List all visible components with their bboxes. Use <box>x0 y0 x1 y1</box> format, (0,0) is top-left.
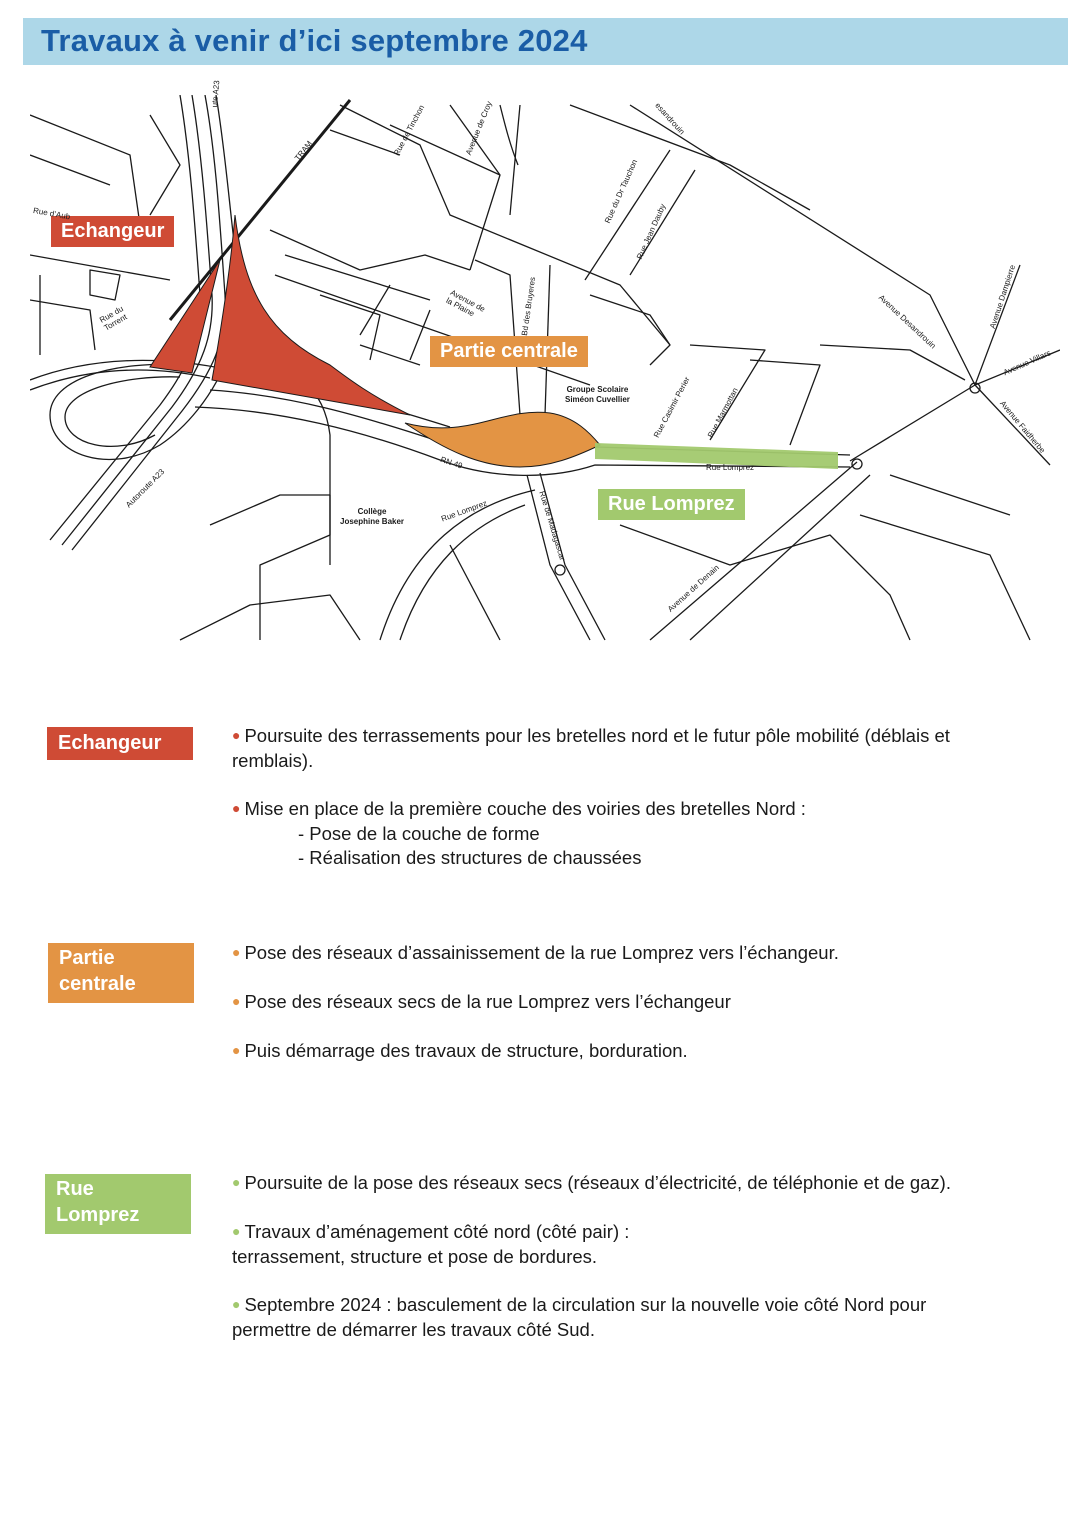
bullet-icon: ● <box>232 1223 241 1239</box>
bullet-text: Pose des réseaux d’assainissement de la rue Lomprez vers l’échangeur. <box>244 942 839 963</box>
section-rue-lomprez-items <box>232 1171 992 1366</box>
street-rue-dr-tauchon: Rue du Dr Tauchon <box>603 158 640 225</box>
street-rue-casimir-perier: Rue Casimir Perier <box>652 375 692 440</box>
list-item <box>232 1171 992 1196</box>
list-item <box>232 724 1022 773</box>
map-label-echangeur: Echangeur <box>51 216 174 247</box>
street-desandrouin-top: esandrouin <box>653 101 687 137</box>
list-item <box>232 1293 992 1342</box>
bullet-icon: ● <box>232 1042 241 1058</box>
bullet-icon: ● <box>232 1174 241 1190</box>
poi-college-line2: Josephine Baker <box>340 517 405 526</box>
poi-college <box>340 507 404 527</box>
list-item <box>232 1220 992 1269</box>
street-rue-jean-dauby: Rue Jean Dauby <box>635 202 668 261</box>
page-title: Travaux à venir d’ici septembre 2024 <box>41 23 588 58</box>
tag-line: Partie <box>59 947 115 969</box>
street-avenue-plaine: Avenue de la Plaine <box>444 288 487 319</box>
list-item <box>232 941 1022 966</box>
street-avenue-croy: Avenue de Croy <box>464 99 494 157</box>
poi-groupe-scolaire <box>565 385 630 405</box>
list-item <box>232 797 1022 870</box>
section-tag-rue-lomprez <box>45 1174 191 1234</box>
bullet-icon: ● <box>232 800 241 816</box>
street-rue-torrent: Rue du Torrent <box>98 304 129 333</box>
street-rue-tinchon: Rue de Tinchon <box>392 103 427 158</box>
poi-groupe-scolaire-line2: Siméon Cuvellier <box>565 395 630 404</box>
street-a23-top: ute A23 <box>210 79 222 108</box>
tag-line: Lomprez <box>56 1204 140 1226</box>
bullet-text: Puis démarrage des travaux de structure, borduration. <box>244 1040 688 1061</box>
bullet-text: Poursuite de la pose des réseaux secs (réseaux d’électricité, de téléphonie et de gaz). <box>244 1172 951 1193</box>
bullet-text-continued: terrassement, structure et pose de bordures. <box>232 1246 598 1267</box>
bullet-icon: ● <box>232 727 241 743</box>
bullet-icon: ● <box>232 1296 241 1312</box>
street-rue-madagascar: Rue de Madagascar <box>537 490 568 562</box>
section-echangeur-items <box>232 724 1022 894</box>
bullet-icon: ● <box>232 944 241 960</box>
bullet-text: Poursuite des terrassements pour les bretelles nord et le futur pôle mobilité (déblais et remblais). <box>232 725 950 771</box>
bullet-text: Mise en place de la première couche des voiries des bretelles Nord : <box>244 798 806 819</box>
street-avenue-faidherbe: Avenue Faidherbe <box>998 399 1047 455</box>
street-avenue-dampierre: Avenue Dampierre <box>988 263 1018 330</box>
map-label-rue-lomprez: Rue Lomprez <box>598 489 745 520</box>
street-avenue-villars: Avenue Villars <box>1002 348 1053 378</box>
sub-item: - Pose de la couche de forme <box>298 823 540 844</box>
section-partie-centrale-items <box>232 941 1022 1088</box>
poi-college-line1: Collège <box>357 507 387 516</box>
street-avenue-desandrouin: Avenue Desandrouin <box>876 293 938 351</box>
section-tag-echangeur: Echangeur <box>47 727 193 760</box>
street-rue-lomprez: Rue Lomprez <box>706 463 755 472</box>
poi-groupe-scolaire-line1: Groupe Scolaire <box>566 385 629 394</box>
street-autoroute-a23: Autoroute A23 <box>124 467 167 510</box>
street-avenue-denain: Avenue de Denain <box>666 563 721 614</box>
street-rue-lomprez-south: Rue Lomprez <box>440 498 489 524</box>
bullet-text: Pose des réseaux secs de la rue Lomprez vers l’échangeur <box>244 991 731 1012</box>
bullet-text: Septembre 2024 : basculement de la circulation sur la nouvelle voie côté Nord pour permettre de démarrer les travaux côté Sud. <box>232 1294 927 1340</box>
title-bar <box>23 18 1068 65</box>
section-tag-partie-centrale <box>48 943 194 1003</box>
tag-line: Rue <box>56 1178 94 1200</box>
street-rue-marmottan: Rue Marmottan <box>706 386 740 440</box>
site-map <box>30 79 1060 645</box>
street-rn49: RN 49 <box>439 455 464 471</box>
list-item <box>232 990 1022 1015</box>
street-rue-aub: Rue d’Aub <box>32 206 71 222</box>
bullet-icon: ● <box>232 993 241 1009</box>
sub-item: - Réalisation des structures de chaussées <box>298 847 642 868</box>
bullet-text: Travaux d’aménagement côté nord (côté pair) : <box>244 1221 630 1242</box>
tag-line: centrale <box>59 973 136 995</box>
list-item <box>232 1039 1022 1064</box>
map-label-partie-centrale: Partie centrale <box>430 336 588 367</box>
street-tram: TRAM <box>293 139 315 163</box>
street-bd-bruyeres: Bd des Bruyeres <box>520 276 538 337</box>
map-drawing <box>30 95 1060 645</box>
